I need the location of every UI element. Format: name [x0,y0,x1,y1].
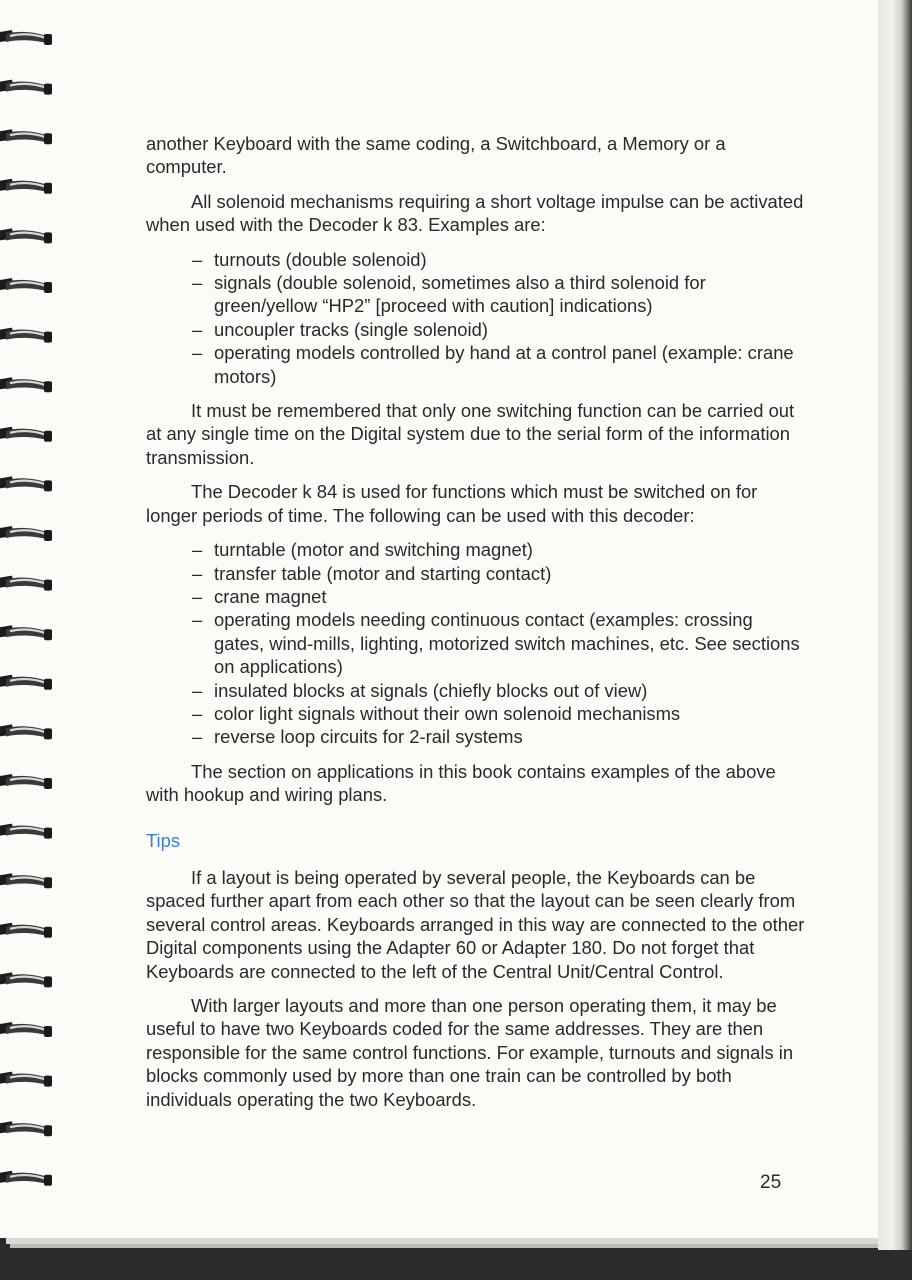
spiral-coil [0,30,52,45]
paragraph-k83-intro: All solenoid mechanisms requiring a short voltage impulse can be activated when used with the Decoder k 83. Examples are: [146,190,804,236]
list-item: – transfer table (motor and starting contact) [192,562,552,584]
spiral-coil [0,972,52,987]
spiral-coil [0,675,52,690]
heading-tips: Tips [146,829,181,851]
spiral-coil [0,923,52,938]
list-dash: – [192,562,203,584]
spiral-coil [0,377,52,392]
spiral-coil [0,1171,52,1186]
list-item: – insulated blocks at signals (chiefly blocks out of view) [192,679,648,701]
list-dash: – [192,585,203,607]
list-item: – turnouts (double solenoid) [192,248,427,270]
spiral-coil [0,427,52,442]
spiral-coil [0,824,52,839]
spiral-coil [0,80,52,95]
page-number: 25 [760,1172,782,1193]
spiral-coil [0,873,52,888]
spiral-binding [0,0,60,1238]
list-item: – uncoupler tracks (single solenoid) [192,318,488,340]
list-dash: – [192,539,203,561]
list-item: – operating models needing continuous contact (examples: crossing gates, wind-mills, lighting, motorized switch machines, etc. See sections on applications) [192,609,800,678]
list-dash: – [192,272,203,294]
spiral-coil [0,278,52,293]
paragraph-applications: The section on applications in this book contains examples of the above with hookup and wiring plans. [146,760,776,806]
spiral-coil [0,576,52,591]
page-stack-edge [878,0,912,1250]
list-item: – color light signals without their own solenoid mechanisms [192,702,681,724]
spiral-coil [0,1072,52,1087]
spiral-coil [0,228,52,243]
spiral-coil [0,179,52,194]
spiral-coil [0,625,52,640]
list-item: – turntable (motor and switching magnet) [192,539,533,561]
paragraph-switching-note: It must be remembered that only one switching function can be carried out at any single time on the Digital system due to the serial form of the information transmission. [146,400,795,468]
list-dash: – [192,726,203,748]
spiral-coil [0,129,52,144]
list-dash: – [192,342,203,364]
list-dash: – [192,318,203,340]
list-k83-examples [146,248,806,388]
spiral-coil [0,774,52,789]
page-body [146,132,806,1122]
spiral-coil [0,1022,52,1037]
list-item: – crane magnet [192,585,327,607]
spiral-coil [0,526,52,541]
list-dash: – [192,702,203,724]
spiral-coil [0,328,52,343]
paragraph-tips-2: With larger layouts and more than one person operating them, it may be useful to have two Keyboards coded for the same addresses. They are then responsible for the same control functions. For example, turnouts and signals in blocks commonly used by more than one train can be controlled by both individuals operating the two Keyboards. [146,995,794,1110]
spiral-coil [0,1121,52,1136]
list-item: – signals (double solenoid, sometimes also a third solenoid for green/yellow “HP2” [proceed with caution] indications) [192,272,706,317]
paragraph-continuation: another Keyboard with the same coding, a Switchboard, a Memory or a computer. [146,133,726,178]
list-dash: – [192,248,203,270]
list-dash: – [192,679,203,701]
spiral-coil [0,476,52,491]
list-item: – operating models controlled by hand at a control panel (example: crane motors) [192,342,794,387]
list-k84-uses [146,538,806,749]
spiral-coil [0,724,52,739]
list-dash: – [192,609,203,631]
paragraph-k84-intro: The Decoder k 84 is used for functions which must be switched on for longer periods of time. The following can be used with this decoder: [146,481,758,526]
list-item: – reverse loop circuits for 2-rail systems [192,726,523,748]
paragraph-tips-1: If a layout is being operated by several people, the Keyboards can be spaced further apart from each other so that the layout can be seen clearly from several control areas. Keyboards arranged in this way are connected to the other Digital components using the Adapter 60 or Adapter 180. Do not forget that Keyboards are connected to the left of the Central Unit/Central Control. [146,866,805,982]
